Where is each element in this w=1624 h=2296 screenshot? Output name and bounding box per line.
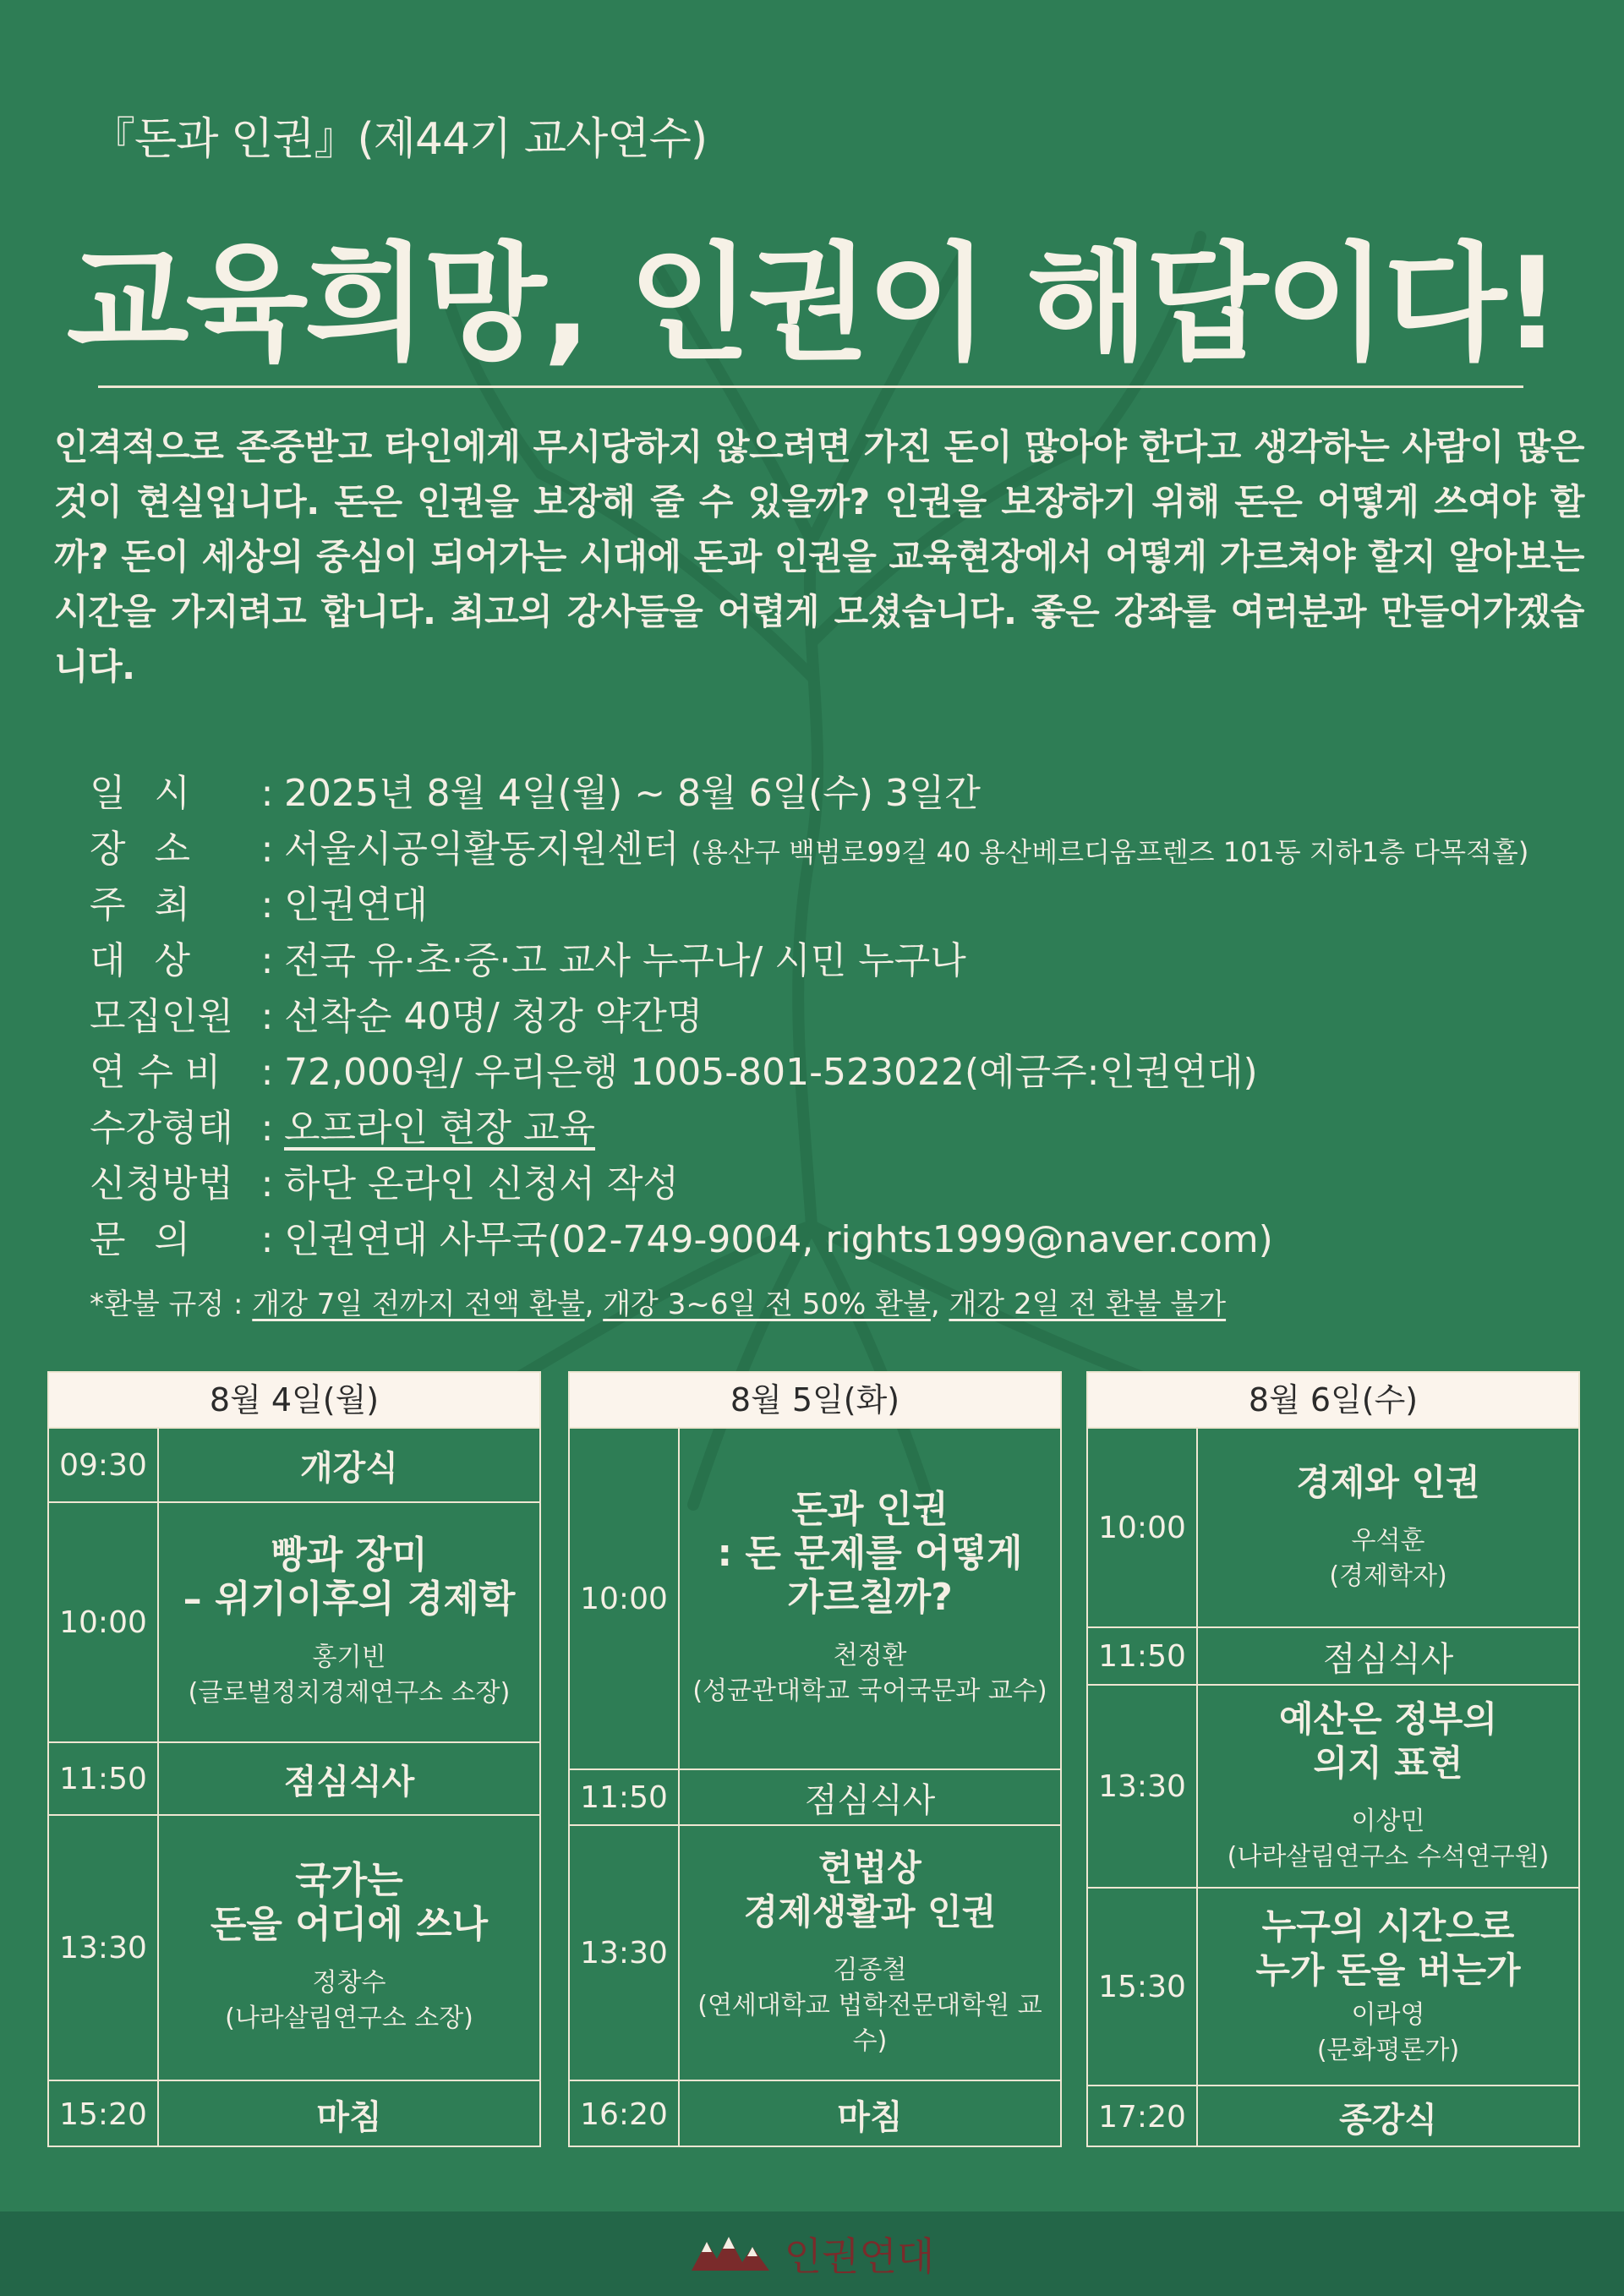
event-info-list (90, 763, 1578, 1265)
slot-time: 17:20 (1088, 2086, 1198, 2147)
info-place: 장소 : 서울시공익활동지원센터 (용산구 백범로99길 40 용산베르디움프렌즈 101동 지하1층 다목적홀) (90, 818, 1578, 874)
info-contact: 문의 : 인권연대 사무국(02-749-9004, rights1999@naver.com) (90, 1209, 1578, 1265)
refund-label: *환불 규정 : (90, 1287, 243, 1321)
info-date: 일시 : 2025년 8월 4일(월) ~ 8월 6일(수) 3일간 (90, 763, 1578, 818)
info-label: 일시 (90, 772, 220, 815)
event-subtitle: 『돈과 인권』(제44기 교사연수) (91, 114, 708, 165)
schedule-slot (1088, 1429, 1578, 1628)
schedule-slot (570, 1826, 1060, 2081)
slot-title: 마침 (316, 2097, 382, 2137)
lecturer-name: 홍기빈 (312, 1643, 386, 1672)
lecturer-affiliation: (연세대학교 법학전문대학원 교수) (697, 1991, 1042, 2056)
info-format: 수강형태 : 오프라인 현장 교육 (90, 1097, 1578, 1153)
schedule-slot (49, 1816, 539, 2081)
schedule-slot (49, 1429, 539, 1503)
schedule-slot (49, 1743, 539, 1816)
info-label: 모집인원 (90, 995, 234, 1038)
schedule-slot (570, 1770, 1060, 1826)
lecturer-affiliation: (성균관대학교 국어국문과 교수) (692, 1676, 1047, 1706)
refund-item: 개강 2일 전 환불 불가 (949, 1287, 1227, 1321)
info-value: 전국 유·초·중·고 교사 누구나/ 시민 누구나 (284, 939, 966, 982)
lecture-title: 돈과 인권 : 돈 문제를 어떻게 가르칠까? (717, 1488, 1023, 1619)
schedule-slot (1088, 1686, 1578, 1889)
slot-time: 13:30 (570, 1826, 680, 2080)
slot-title: 마침 (837, 2097, 903, 2137)
info-value: 2025년 8월 4일(월) ~ 8월 6일(수) 3일간 (284, 772, 981, 815)
schedule-slot (1088, 2086, 1578, 2147)
slot-title: 점심식사 (1322, 1639, 1454, 1679)
lecturer-name: 천정환 (833, 1641, 907, 1670)
schedule-day-2 (568, 1371, 1062, 2147)
slot-time: 11:50 (49, 1743, 159, 1814)
lecture-title: 헌법상 경제생활과 인권 (743, 1847, 997, 1932)
slot-title: 종강식 (1339, 2100, 1437, 2140)
lecturer-affiliation: (나라살림연구소 소장) (225, 2004, 473, 2033)
intro-paragraph: 인격적으로 존중받고 타인에게 무시당하지 않으려면 가진 돈이 많아야 한다고 생각하는 사람이 많은 것이 현실입니다. 돈은 인권을 보장해 줄 수 있을까? 인권을 보장하기 위해 돈은 어떻게 쓰여야 할까? 돈이 세상의 중심이 되어가는 시대에 돈과 인권을 교육현장에서 어떻게 가르쳐야 할지 알아보는 시간을 가지려고 합니다. 최고의 강사들을 어렵게 모셨습니다. 좋은 강좌를 여러분과 만들어가겠습니다. (54, 426, 1585, 687)
schedule-slot (570, 1429, 1060, 1770)
day-header: 8월 4일(월) (49, 1373, 539, 1429)
info-capacity: 모집인원 : 선착순 40명/ 청강 약간명 (90, 986, 1578, 1041)
lecturer-affiliation: (경제학자) (1329, 1561, 1447, 1591)
info-label: 장소 (90, 828, 220, 871)
info-value: 오프라인 현장 교육 (284, 1107, 596, 1150)
refund-item: 개강 3~6일 전 50% 환불 (603, 1287, 931, 1321)
lecture-title: 국가는 돈을 어디에 쓰나 (210, 1859, 489, 1946)
lecturer-affiliation: (글로벌정치경제연구소 소장) (188, 1678, 511, 1708)
slot-time: 13:30 (1088, 1686, 1198, 1887)
info-value: 인권연대 (284, 883, 429, 927)
refund-item: 개강 7일 전까지 전액 환불 (252, 1287, 585, 1321)
slot-time: 10:00 (49, 1503, 159, 1741)
refund-policy: *환불 규정 : 개강 7일 전까지 전액 환불, 개강 3~6일 전 50% 환불, 개강 2일 전 환불 불가 (90, 1287, 1227, 1321)
slot-time: 15:20 (49, 2081, 159, 2147)
slot-title: 개강식 (300, 1448, 398, 1488)
schedule-day-3 (1086, 1371, 1580, 2147)
info-value: 하단 온라인 신청서 작성 (284, 1162, 679, 1205)
lecturer-name: 정창수 (312, 1968, 386, 1998)
title-divider (98, 385, 1523, 388)
info-value[interactable]: 인권연대 사무국(02-749-9004, rights1999@naver.com) (284, 1218, 1273, 1261)
slot-time: 11:50 (1088, 1628, 1198, 1684)
schedule-day-1 (47, 1371, 541, 2147)
slot-time: 11:50 (570, 1770, 680, 1824)
info-place-detail: (용산구 백범로99길 40 용산베르디움프렌즈 101동 지하1층 다목적홀) (691, 836, 1529, 868)
day-header: 8월 5일(화) (570, 1373, 1060, 1429)
info-value: 서울시공익활동지원센터 (284, 828, 680, 871)
slot-time: 15:30 (1088, 1889, 1198, 2085)
schedule-slot (1088, 1889, 1578, 2086)
lecture-title: 예산은 정부의 의지 표현 (1278, 1698, 1498, 1784)
schedule-slot (1088, 1628, 1578, 1686)
schedule-slot (49, 2081, 539, 2147)
lecturer-affiliation: (문화평론가) (1316, 2036, 1460, 2065)
slot-time: 10:00 (570, 1429, 680, 1768)
slot-title: 점심식사 (804, 1780, 936, 1820)
info-host: 주최 : 인권연대 (90, 874, 1578, 930)
info-label: 수강형태 (90, 1107, 234, 1150)
slot-title: 점심식사 (283, 1762, 415, 1801)
mountain-logo-icon (690, 2233, 771, 2274)
info-target: 대상 : 전국 유·초·중·고 교사 누구나/ 시민 누구나 (90, 930, 1578, 986)
info-label: 주최 (90, 883, 220, 927)
info-value: 선착순 40명/ 청강 약간명 (284, 995, 703, 1038)
org-logo-text: 인권연대 (784, 2233, 935, 2279)
slot-time: 10:00 (1088, 1429, 1198, 1626)
schedule-slot (570, 2081, 1060, 2147)
slot-time: 16:20 (570, 2081, 680, 2147)
day-header: 8월 6일(수) (1088, 1373, 1578, 1429)
page-title: 교육희망, 인권이 해답이다! (66, 231, 1558, 378)
slot-time: 09:30 (49, 1429, 159, 1501)
info-apply: 신청방법 : 하단 온라인 신청서 작성 (90, 1153, 1578, 1209)
footer-bar (0, 2211, 1624, 2296)
info-label: 대상 (90, 939, 220, 982)
lecturer-name: 우석훈 (1351, 1526, 1425, 1555)
lecture-title: 빵과 장미 – 위기이후의 경제학 (183, 1533, 516, 1621)
info-label: 문의 (90, 1218, 220, 1261)
slot-time: 13:30 (49, 1816, 159, 2080)
info-value: 72,000원/ 우리은행 1005-801-523022(예금주:인권연대) (284, 1051, 1258, 1094)
lecturer-name: 이상민 (1351, 1807, 1425, 1836)
schedule-slot (49, 1503, 539, 1743)
lecture-title: 누구의 시간으로 누가 돈을 버는가 (1255, 1905, 1521, 1991)
lecturer-name: 이라영 (1351, 2000, 1425, 2030)
lecturer-name: 김종철 (833, 1955, 907, 1985)
info-label: 신청방법 (90, 1162, 234, 1205)
lecture-title: 경제와 인권 (1296, 1462, 1480, 1503)
lecturer-affiliation: (나라살림연구소 수석연구원) (1227, 1842, 1550, 1872)
info-label: 연 수 비 (90, 1051, 221, 1094)
info-fee: 연 수 비 : 72,000원/ 우리은행 1005-801-523022(예금주:인권연대) (90, 1041, 1578, 1097)
